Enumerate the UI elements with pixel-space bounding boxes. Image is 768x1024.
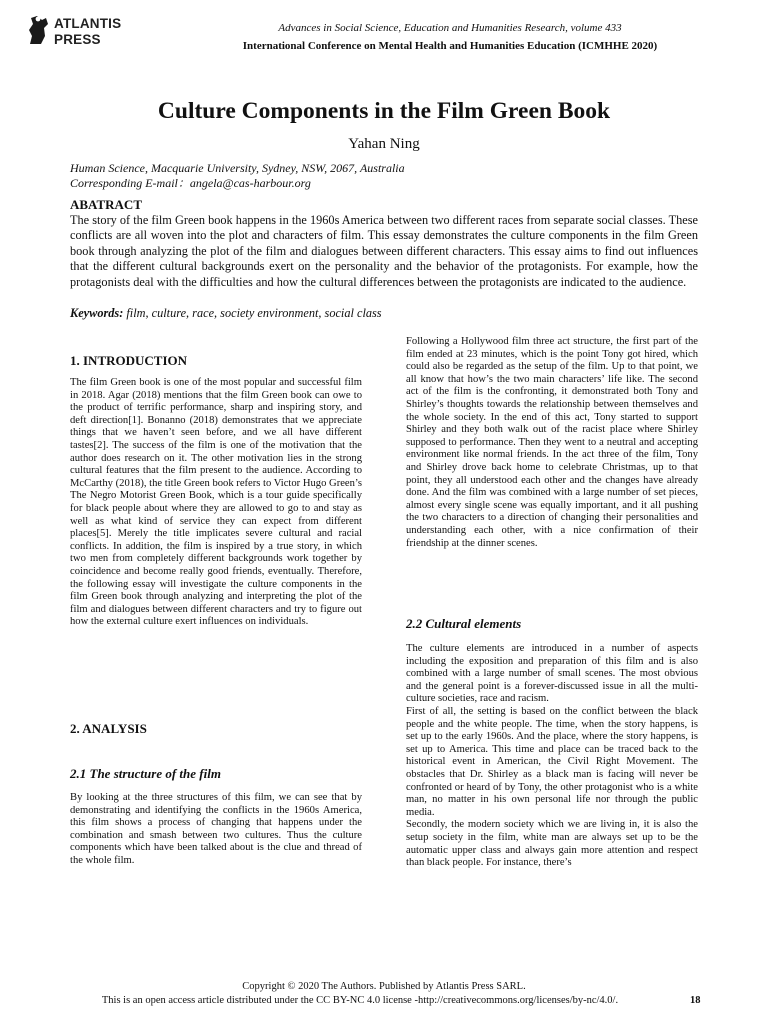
paragraph: The film Green book is one of the most popular and successful film in 2018. Agar (2018) mentions that the film Green book can owe to the product of terrific performance, sharp and inspiring story, and deft direction[1]. Bonanno (2018) demonstrates that we appreciate things that we haven’t seen before, and we all have different tastes[2]. The success of the film is one of the motivation that the author does research on it. The other motivation lies in the strong cultural features that the film present to the audience. According to McCarthy (2018), the title Green book refers to Victor Hugo Green’s The Negro Motorist Green Book, which is a tour guide specifically for black people about where they are allowed to go to and stay as well as what kind of service they can expect from different places[5]. Merely the title implicates severe cultural and racial conflicts. In addition, the film is inspired by a true story, in which two men from completely different backgrounds work together by coincidence and become really good friends, eventually. Therefore, the following essay will investigate the culture components in the film Green book through analyzing and interpreting the plot of the film and dialogues between different characters and try to figure out how the external culture exert influences on individuals. xyxy=(70,377,362,628)
publisher-logo xyxy=(26,14,136,50)
page-number: 18 xyxy=(690,995,701,1006)
structure-continued-text xyxy=(406,336,698,550)
affiliation: Human Science, Macquarie University, Sydney, NSW, 2067, Australia xyxy=(70,161,405,175)
corresponding-email: Corresponding E-mail：angela@cas-harbour.org xyxy=(70,176,311,190)
paragraph: By looking at the three structures of this film, we can see that by demonstrating and identifying the conflicts in the 1960s America, this film shows a process of changing that happens under the combination and smash between two cultures. Thus the culture components which have been talked about is the clue and thread of the whole film. xyxy=(70,792,362,866)
paper-title: Culture Components in the Film Green Book xyxy=(157,98,611,124)
footer-copyright: Copyright © 2020 The Authors. Published by Atlantis Press SARL. xyxy=(242,981,526,992)
paragraph: The culture elements are introduced in a number of aspects including the exposition and preparation of this film and is also combined with a large number of small scenes. The most obvious and the general point is a forever-discussed issue in all the multi-culture societies, race and racism. xyxy=(406,643,698,705)
keywords-list: film, culture, race, society environment, social class xyxy=(123,306,382,320)
paragraph: Following a Hollywood film three act structure, the first part of the film ended at 23 minutes, which is the point Tony got hired, which could also be regarded as the setup of the film. Up to that point, we all know that how’s the two main characters’ life like. The second act of the film is the confronting, it demonstrated both Tony and Shirley’s thoughts towards the relationship between themselves and the whole society. In the end of this act, Tony started to support Shirley and they both walk out of the racist place where Shirley supposed to performance. Then they went to a neutral and accepting environment like normal friends. In the act three of the film, Tony and Shirley drove back home to celebrate Christmas, up to that point, they all understood each other and the changes have already done. And the film was combined with a large number of set pieces, almost every single scene was equally important, and it all pushing the two characters to a direction of changing their personalities and understanding each other, with a nice confirmation of their friendship at the dinner scenes. xyxy=(406,336,698,549)
keywords xyxy=(70,306,698,321)
footer-license: This is an open access article distributed under the CC BY-NC 4.0 license -http://creativecommons.org/licenses/by-nc/4.0/. xyxy=(101,995,619,1006)
paragraph: First of all, the setting is based on the conflict between the black people and the white people. The time, when the story happens, is set up to the early 1960s. And the place, where the story happens, is set up to America. This time and place can be traced back to the historical event in American, the Civil Right Movement. The obstacles that Dr. Shirley as a black man is facing will never be confronted or heard of by Tony, the other protagonist who is a white man, no matter in his own personal life nor through the public media. xyxy=(406,705,698,818)
section-heading-analysis: 2. ANALYSIS xyxy=(70,721,147,736)
conference-title: International Conference on Mental Health and Humanities Education (ICMHHE 2020) xyxy=(242,40,658,52)
subsection-heading-structure: 2.1 The structure of the film xyxy=(70,766,221,781)
cultural-elements-text xyxy=(406,643,698,870)
atlas-figure-icon xyxy=(26,14,50,46)
logo-line2: PRESS xyxy=(54,32,101,47)
section-heading-introduction: 1. INTRODUCTION xyxy=(70,353,188,368)
author-name: Yahan Ning xyxy=(348,136,420,152)
logo-line1: ATLANTIS xyxy=(54,16,122,31)
affiliation-block xyxy=(70,161,710,191)
paragraph: Secondly, the modern society which we are living in, it is also the setup society in the film, white man are always set up to be the automatic upper class and always gain more attention and respect than black people. For instance, there’s xyxy=(406,819,698,869)
keywords-label: Keywords: xyxy=(70,306,124,320)
subsection-heading-cultural: 2.2 Cultural elements xyxy=(406,616,522,631)
abstract-text: The story of the film Green book happens in the 1960s America between two different races from separate social classes. These conflicts are all woven into the plot and characters of film. This essay demonstrates the culture components in the film Green book through analyzing the plot of the film and dialogues between different characters. This essay aims to find out influences that the different cultural backgrounds exert on the personality and the behavior of the protagonists. For example, how the protagonists deal with the difficulties and how the cultural differences between the protagonists are indicated to the audience. xyxy=(70,213,698,289)
abstract-heading: ABATRACT xyxy=(70,197,142,212)
series-title: Advances in Social Science, Education and Humanities Research, volume 433 xyxy=(278,22,622,34)
introduction-text xyxy=(70,377,362,629)
structure-text xyxy=(70,792,362,868)
